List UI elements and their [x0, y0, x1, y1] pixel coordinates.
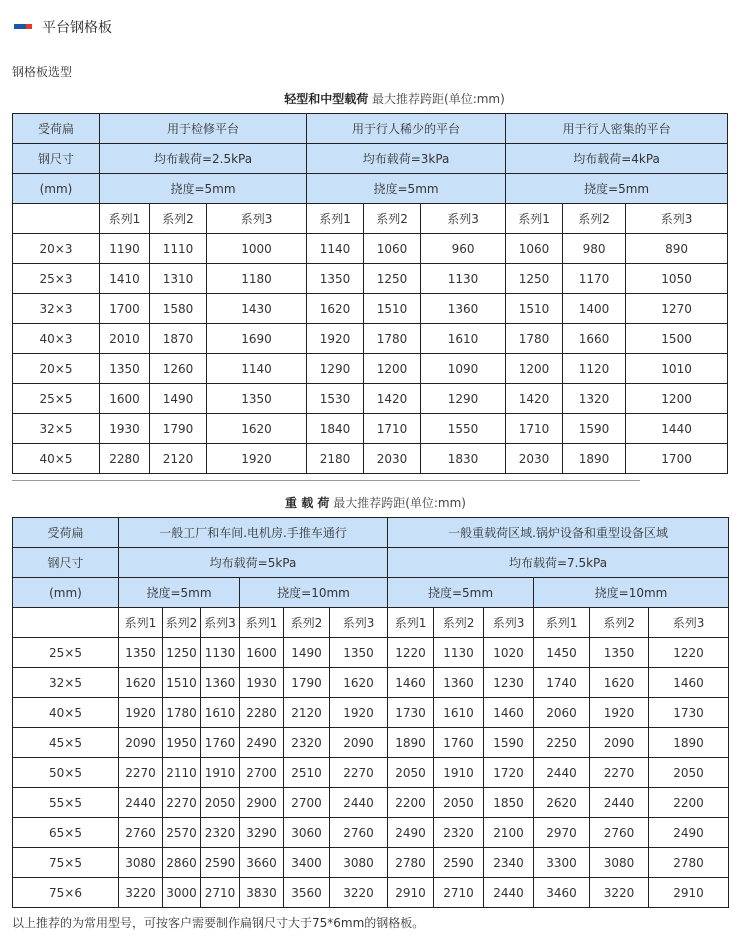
- group-deflection: 挠度=5mm: [119, 578, 240, 608]
- span-value: 1460: [388, 668, 434, 698]
- table2-caption-rest: 最大推荐跨距(单位:mm): [329, 496, 466, 510]
- span-value: 1620: [590, 668, 649, 698]
- span-value: 1430: [207, 294, 307, 324]
- page-title: 平台钢格板: [42, 20, 112, 36]
- span-value: 3560: [284, 878, 330, 908]
- span-value: 2340: [484, 848, 534, 878]
- span-value: 2700: [284, 788, 330, 818]
- span-value: 1130: [421, 264, 506, 294]
- span-value: 1790: [150, 414, 207, 444]
- span-value: 1730: [649, 698, 729, 728]
- table-row: [13, 384, 728, 414]
- span-value: 1250: [506, 264, 563, 294]
- group-deflection: 挠度=5mm: [506, 174, 728, 204]
- span-value: 1790: [284, 668, 330, 698]
- size-cell: 32×5: [13, 668, 119, 698]
- header-label: 受荷扁: [13, 114, 100, 144]
- span-value: 1450: [534, 638, 590, 668]
- span-value: 1780: [506, 324, 563, 354]
- span-value: 2050: [388, 758, 434, 788]
- table-header-row: [13, 578, 729, 608]
- group-deflection: 挠度=10mm: [534, 578, 729, 608]
- span-value: 2590: [201, 848, 240, 878]
- table1-caption: [0, 90, 739, 107]
- group-name: 用于检修平台: [100, 114, 307, 144]
- span-value: 1600: [100, 384, 150, 414]
- table1-caption-rest: 最大推荐跨距(单位:mm): [368, 92, 505, 106]
- table-header-row: [13, 548, 729, 578]
- span-value: 1510: [506, 294, 563, 324]
- span-value: 1410: [100, 264, 150, 294]
- span-value: 1840: [307, 414, 364, 444]
- series-label: 系列3: [484, 608, 534, 638]
- span-value: 1620: [330, 668, 388, 698]
- span-value: 2110: [163, 758, 201, 788]
- light-medium-load-table: [12, 113, 728, 474]
- span-value: 2050: [649, 758, 729, 788]
- table-row: [13, 818, 729, 848]
- header-label: 受荷扁: [13, 518, 119, 548]
- span-value: 1910: [201, 758, 240, 788]
- span-value: 2440: [534, 758, 590, 788]
- size-cell: 25×5: [13, 638, 119, 668]
- series-label: 系列3: [207, 204, 307, 234]
- span-value: 1930: [240, 668, 284, 698]
- span-value: 1870: [150, 324, 207, 354]
- table-row: [13, 848, 729, 878]
- span-value: 1090: [421, 354, 506, 384]
- heavy-load-table: [12, 517, 729, 908]
- table-header-row: [13, 114, 728, 144]
- size-cell: 20×5: [13, 354, 100, 384]
- span-value: 1760: [434, 728, 484, 758]
- span-value: 1350: [590, 638, 649, 668]
- span-value: 3400: [284, 848, 330, 878]
- span-value: 1590: [484, 728, 534, 758]
- span-value: 1760: [201, 728, 240, 758]
- span-value: 1440: [626, 414, 728, 444]
- series-label: 系列1: [506, 204, 563, 234]
- span-value: 3220: [330, 878, 388, 908]
- span-value: 1740: [534, 668, 590, 698]
- table-row: [13, 878, 729, 908]
- series-label: 系列1: [119, 608, 163, 638]
- group-name: 用于行人密集的平台: [506, 114, 728, 144]
- span-value: 1780: [364, 324, 421, 354]
- group-name: 一般工厂和车间.电机房.手推车通行: [119, 518, 388, 548]
- series-label: 系列3: [330, 608, 388, 638]
- size-cell: 45×5: [13, 728, 119, 758]
- series-label: 系列1: [100, 204, 150, 234]
- table-row: [13, 638, 729, 668]
- span-value: 1600: [240, 638, 284, 668]
- span-value: 1400: [563, 294, 626, 324]
- span-value: 1200: [626, 384, 728, 414]
- series-label: 系列2: [284, 608, 330, 638]
- span-value: 1510: [364, 294, 421, 324]
- span-value: 2090: [330, 728, 388, 758]
- span-value: 1350: [100, 354, 150, 384]
- size-cell: 25×3: [13, 264, 100, 294]
- span-value: 1120: [563, 354, 626, 384]
- span-value: 2120: [150, 444, 207, 474]
- span-value: 1920: [119, 698, 163, 728]
- series-blank: [13, 204, 100, 234]
- series-label: 系列3: [421, 204, 506, 234]
- section-title: 钢格板选型: [12, 65, 73, 79]
- size-cell: 75×6: [13, 878, 119, 908]
- size-cell: 20×3: [13, 234, 100, 264]
- table-row: [13, 788, 729, 818]
- table-row: [13, 414, 728, 444]
- span-value: 1060: [506, 234, 563, 264]
- size-cell: 40×5: [13, 698, 119, 728]
- header-label: (mm): [13, 578, 119, 608]
- size-cell: 32×5: [13, 414, 100, 444]
- span-value: 2120: [284, 698, 330, 728]
- span-value: 1130: [201, 638, 240, 668]
- table-row: [13, 698, 729, 728]
- span-value: 1170: [563, 264, 626, 294]
- span-value: 1230: [484, 668, 534, 698]
- series-label: 系列2: [163, 608, 201, 638]
- span-value: 3660: [240, 848, 284, 878]
- span-value: 1190: [100, 234, 150, 264]
- span-value: 1250: [364, 264, 421, 294]
- span-value: 2760: [330, 818, 388, 848]
- size-cell: 32×3: [13, 294, 100, 324]
- span-value: 1620: [307, 294, 364, 324]
- span-value: 1610: [201, 698, 240, 728]
- span-value: 890: [626, 234, 728, 264]
- span-value: 2010: [100, 324, 150, 354]
- span-value: 1950: [163, 728, 201, 758]
- table-row: [13, 444, 728, 474]
- span-value: 1850: [484, 788, 534, 818]
- span-value: 1220: [649, 638, 729, 668]
- series-label: 系列2: [150, 204, 207, 234]
- series-label: 系列1: [534, 608, 590, 638]
- header-label: 钢尺寸: [13, 144, 100, 174]
- table-row: [13, 234, 728, 264]
- group-load: 均布载荷=4kPa: [506, 144, 728, 174]
- span-value: 2780: [649, 848, 729, 878]
- span-value: 1360: [421, 294, 506, 324]
- span-value: 960: [421, 234, 506, 264]
- span-value: 2320: [201, 818, 240, 848]
- span-value: 2320: [434, 818, 484, 848]
- title-bullet-icon: [14, 24, 32, 29]
- span-value: 2900: [240, 788, 284, 818]
- span-value: 1020: [484, 638, 534, 668]
- span-value: 980: [563, 234, 626, 264]
- series-label: 系列1: [388, 608, 434, 638]
- group-load: 均布载荷=7.5kPa: [388, 548, 729, 578]
- span-value: 2270: [119, 758, 163, 788]
- span-value: 2440: [330, 788, 388, 818]
- span-value: 1250: [163, 638, 201, 668]
- span-value: 1460: [484, 698, 534, 728]
- size-cell: 50×5: [13, 758, 119, 788]
- size-cell: 55×5: [13, 788, 119, 818]
- span-value: 1140: [307, 234, 364, 264]
- span-value: 2710: [201, 878, 240, 908]
- span-value: 2090: [119, 728, 163, 758]
- span-value: 1730: [388, 698, 434, 728]
- table-row: [13, 728, 729, 758]
- span-value: 2970: [534, 818, 590, 848]
- span-value: 1460: [649, 668, 729, 698]
- span-value: 2910: [388, 878, 434, 908]
- span-value: 1890: [388, 728, 434, 758]
- span-value: 3300: [534, 848, 590, 878]
- span-value: 1360: [201, 668, 240, 698]
- table-row: [13, 264, 728, 294]
- span-value: 1310: [150, 264, 207, 294]
- span-value: 3290: [240, 818, 284, 848]
- span-value: 2910: [649, 878, 729, 908]
- size-cell: 75×5: [13, 848, 119, 878]
- span-value: 1200: [506, 354, 563, 384]
- span-value: 2490: [649, 818, 729, 848]
- span-value: 2270: [163, 788, 201, 818]
- table-header-row: [13, 144, 728, 174]
- span-value: 1360: [434, 668, 484, 698]
- group-name: 一般重载荷区域.锅炉设备和重型设备区域: [388, 518, 729, 548]
- group-name: 用于行人稀少的平台: [307, 114, 506, 144]
- span-value: 1510: [163, 668, 201, 698]
- group-load: 均布载荷=2.5kPa: [100, 144, 307, 174]
- span-value: 2200: [388, 788, 434, 818]
- series-label: 系列1: [240, 608, 284, 638]
- table2-caption: [0, 494, 739, 511]
- table-row: [13, 354, 728, 384]
- span-value: 1930: [100, 414, 150, 444]
- span-value: 1200: [364, 354, 421, 384]
- span-value: 1350: [207, 384, 307, 414]
- group-load: 均布载荷=5kPa: [119, 548, 388, 578]
- span-value: 2280: [240, 698, 284, 728]
- span-value: 1290: [307, 354, 364, 384]
- span-value: 2030: [506, 444, 563, 474]
- span-value: 3000: [163, 878, 201, 908]
- group-deflection: 挠度=5mm: [388, 578, 534, 608]
- span-value: 1350: [330, 638, 388, 668]
- span-value: 2780: [388, 848, 434, 878]
- span-value: 1830: [421, 444, 506, 474]
- span-value: 1180: [207, 264, 307, 294]
- span-value: 2490: [388, 818, 434, 848]
- span-value: 2030: [364, 444, 421, 474]
- span-value: 1050: [626, 264, 728, 294]
- table-header-row: [13, 518, 729, 548]
- span-value: 2570: [163, 818, 201, 848]
- size-cell: 40×5: [13, 444, 100, 474]
- span-value: 1920: [207, 444, 307, 474]
- span-value: 1580: [150, 294, 207, 324]
- table-row: [13, 324, 728, 354]
- span-value: 1270: [626, 294, 728, 324]
- span-value: 1490: [284, 638, 330, 668]
- span-value: 1260: [150, 354, 207, 384]
- span-value: 2050: [201, 788, 240, 818]
- section-divider: [12, 480, 640, 481]
- span-value: 1690: [207, 324, 307, 354]
- series-label: 系列3: [201, 608, 240, 638]
- span-value: 3220: [119, 878, 163, 908]
- span-value: 2510: [284, 758, 330, 788]
- span-value: 3060: [284, 818, 330, 848]
- size-cell: 40×3: [13, 324, 100, 354]
- series-label: 系列1: [307, 204, 364, 234]
- table2-caption-bold: 重 载 荷: [285, 496, 330, 510]
- span-value: 1530: [307, 384, 364, 414]
- series-label: 系列2: [563, 204, 626, 234]
- table1-caption-bold: 轻型和中型载荷: [284, 92, 369, 106]
- span-value: 1060: [364, 234, 421, 264]
- table-row: [13, 668, 729, 698]
- span-value: 2440: [119, 788, 163, 818]
- footer-note: 以上推荐的为常用型号，可按客户需要制作扁钢尺寸大于75*6mm的钢格板。: [12, 916, 425, 930]
- series-label: 系列2: [364, 204, 421, 234]
- span-value: 2270: [330, 758, 388, 788]
- group-deflection: 挠度=5mm: [307, 174, 506, 204]
- span-value: 1010: [626, 354, 728, 384]
- span-value: 1110: [150, 234, 207, 264]
- page-header: [0, 0, 739, 52]
- table-row: [13, 758, 729, 788]
- span-value: 1720: [484, 758, 534, 788]
- span-value: 2250: [534, 728, 590, 758]
- series-label: 系列2: [434, 608, 484, 638]
- span-value: 2060: [534, 698, 590, 728]
- span-value: 2100: [484, 818, 534, 848]
- group-load: 均布载荷=3kPa: [307, 144, 506, 174]
- span-value: 2760: [119, 818, 163, 848]
- span-value: 1700: [626, 444, 728, 474]
- table-row: [13, 294, 728, 324]
- series-label: 系列3: [626, 204, 728, 234]
- span-value: 1350: [119, 638, 163, 668]
- span-value: 2090: [590, 728, 649, 758]
- span-value: 1610: [421, 324, 506, 354]
- span-value: 1700: [100, 294, 150, 324]
- group-deflection: 挠度=10mm: [240, 578, 388, 608]
- header-label: (mm): [13, 174, 100, 204]
- span-value: 2200: [649, 788, 729, 818]
- group-deflection: 挠度=5mm: [100, 174, 307, 204]
- span-value: 2490: [240, 728, 284, 758]
- span-value: 2700: [240, 758, 284, 788]
- span-value: 3830: [240, 878, 284, 908]
- span-value: 3460: [534, 878, 590, 908]
- span-value: 1420: [506, 384, 563, 414]
- series-label: 系列2: [590, 608, 649, 638]
- span-value: 1140: [207, 354, 307, 384]
- span-value: 1550: [421, 414, 506, 444]
- series-row: [13, 204, 728, 234]
- span-value: 1290: [421, 384, 506, 414]
- span-value: 1350: [307, 264, 364, 294]
- series-label: 系列3: [649, 608, 729, 638]
- span-value: 1610: [434, 698, 484, 728]
- span-value: 1890: [649, 728, 729, 758]
- header-label: 钢尺寸: [13, 548, 119, 578]
- span-value: 1000: [207, 234, 307, 264]
- span-value: 1620: [119, 668, 163, 698]
- span-value: 1710: [506, 414, 563, 444]
- span-value: 1910: [434, 758, 484, 788]
- span-value: 1710: [364, 414, 421, 444]
- span-value: 2590: [434, 848, 484, 878]
- span-value: 2320: [284, 728, 330, 758]
- span-value: 2760: [590, 818, 649, 848]
- span-value: 1620: [207, 414, 307, 444]
- span-value: 2050: [434, 788, 484, 818]
- span-value: 2710: [434, 878, 484, 908]
- span-value: 2180: [307, 444, 364, 474]
- span-value: 2440: [484, 878, 534, 908]
- span-value: 2440: [590, 788, 649, 818]
- series-blank: [13, 608, 119, 638]
- span-value: 1920: [590, 698, 649, 728]
- span-value: 1920: [307, 324, 364, 354]
- span-value: 1490: [150, 384, 207, 414]
- span-value: 1890: [563, 444, 626, 474]
- span-value: 3080: [330, 848, 388, 878]
- span-value: 2620: [534, 788, 590, 818]
- span-value: 1500: [626, 324, 728, 354]
- span-value: 1320: [563, 384, 626, 414]
- span-value: 3080: [119, 848, 163, 878]
- series-row: [13, 608, 729, 638]
- span-value: 2270: [590, 758, 649, 788]
- span-value: 1590: [563, 414, 626, 444]
- size-cell: 65×5: [13, 818, 119, 848]
- span-value: 1780: [163, 698, 201, 728]
- span-value: 3080: [590, 848, 649, 878]
- table-header-row: [13, 174, 728, 204]
- span-value: 2860: [163, 848, 201, 878]
- span-value: 1660: [563, 324, 626, 354]
- span-value: 1130: [434, 638, 484, 668]
- span-value: 1420: [364, 384, 421, 414]
- span-value: 3220: [590, 878, 649, 908]
- span-value: 1220: [388, 638, 434, 668]
- span-value: 1920: [330, 698, 388, 728]
- size-cell: 25×5: [13, 384, 100, 414]
- span-value: 2280: [100, 444, 150, 474]
